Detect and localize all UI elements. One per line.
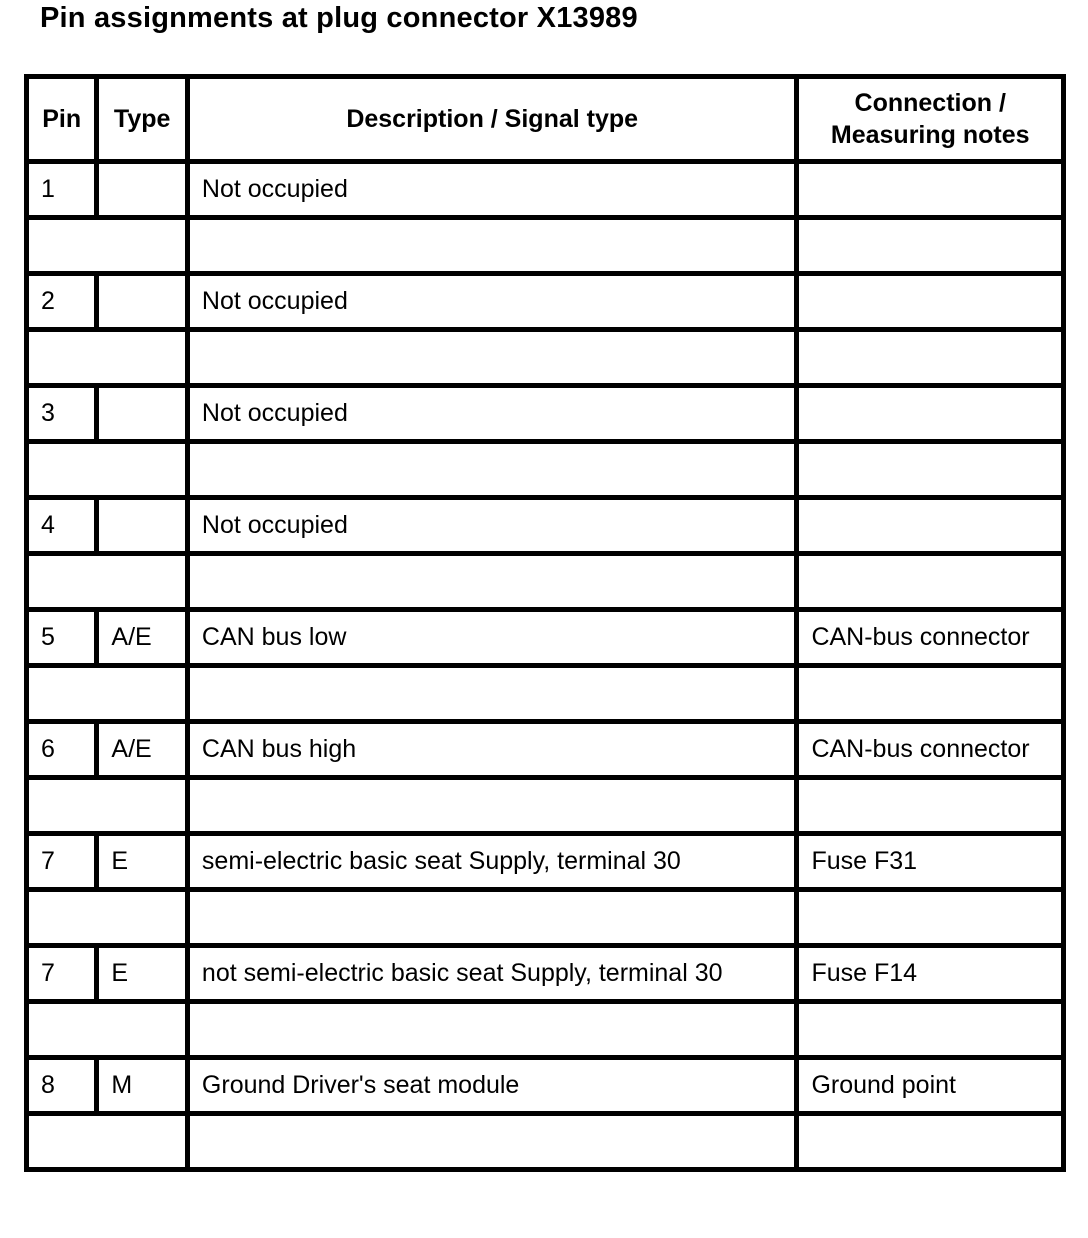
cell-connection: Ground point (797, 1058, 1064, 1114)
cell-type: E (97, 946, 188, 1002)
spacer-cell-description (187, 778, 797, 834)
cell-type (97, 274, 188, 330)
spacer-row (27, 554, 1064, 610)
cell-pin: 4 (27, 498, 97, 554)
spacer-cell-description (187, 1002, 797, 1058)
header-pin: Pin (27, 77, 97, 162)
cell-connection (797, 498, 1064, 554)
table-header-row (27, 77, 1064, 162)
cell-type: E (97, 834, 188, 890)
spacer-cell-description (187, 218, 797, 274)
spacer-cell-pin-type (27, 1114, 188, 1170)
spacer-cell-connection (797, 778, 1064, 834)
spacer-row (27, 218, 1064, 274)
cell-description: Not occupied (187, 498, 797, 554)
table-row (27, 1058, 1064, 1114)
spacer-cell-pin-type (27, 442, 188, 498)
spacer-cell-connection (797, 666, 1064, 722)
header-connection-line1: Connection / (854, 89, 1006, 117)
cell-pin: 3 (27, 386, 97, 442)
cell-connection (797, 274, 1064, 330)
cell-pin: 7 (27, 946, 97, 1002)
spacer-cell-description (187, 442, 797, 498)
spacer-row (27, 890, 1064, 946)
page-title: Pin assignments at plug connector X13989 (40, 2, 638, 34)
table-row (27, 498, 1064, 554)
cell-type (97, 162, 188, 218)
cell-connection (797, 162, 1064, 218)
spacer-row (27, 666, 1064, 722)
spacer-cell-pin-type (27, 778, 188, 834)
cell-type (97, 386, 188, 442)
spacer-cell-connection (797, 218, 1064, 274)
cell-pin: 8 (27, 1058, 97, 1114)
table-row (27, 274, 1064, 330)
header-description: Description / Signal type (187, 77, 797, 162)
pin-assignment-table (24, 74, 1066, 1172)
header-connection-line2: Measuring notes (830, 121, 1030, 149)
cell-type: A/E (97, 610, 188, 666)
cell-type (97, 498, 188, 554)
cell-connection: CAN-bus connector (797, 722, 1064, 778)
cell-connection (797, 386, 1064, 442)
table-row (27, 722, 1064, 778)
table-row (27, 834, 1064, 890)
spacer-cell-connection (797, 330, 1064, 386)
cell-description: semi-electric basic seat Supply, terminal 30 (187, 834, 797, 890)
cell-connection: Fuse F31 (797, 834, 1064, 890)
spacer-row (27, 1002, 1064, 1058)
spacer-cell-pin-type (27, 890, 188, 946)
cell-description: Not occupied (187, 162, 797, 218)
spacer-row (27, 778, 1064, 834)
cell-connection: CAN-bus connector (797, 610, 1064, 666)
cell-description: not semi-electric basic seat Supply, terminal 30 (187, 946, 797, 1002)
spacer-cell-pin-type (27, 666, 188, 722)
cell-description: Not occupied (187, 386, 797, 442)
table-row (27, 946, 1064, 1002)
spacer-row (27, 330, 1064, 386)
cell-description: CAN bus low (187, 610, 797, 666)
cell-pin: 7 (27, 834, 97, 890)
spacer-cell-connection (797, 442, 1064, 498)
header-connection (797, 77, 1064, 162)
cell-pin: 6 (27, 722, 97, 778)
header-type: Type (97, 77, 188, 162)
spacer-cell-pin-type (27, 554, 188, 610)
spacer-cell-description (187, 666, 797, 722)
spacer-cell-description (187, 1114, 797, 1170)
spacer-cell-description (187, 554, 797, 610)
cell-connection: Fuse F14 (797, 946, 1064, 1002)
spacer-cell-connection (797, 554, 1064, 610)
spacer-cell-connection (797, 1002, 1064, 1058)
spacer-cell-description (187, 330, 797, 386)
spacer-cell-connection (797, 890, 1064, 946)
table-row (27, 610, 1064, 666)
cell-pin: 1 (27, 162, 97, 218)
spacer-cell-connection (797, 1114, 1064, 1170)
table-row (27, 386, 1064, 442)
spacer-cell-description (187, 890, 797, 946)
spacer-cell-pin-type (27, 218, 188, 274)
cell-description: CAN bus high (187, 722, 797, 778)
spacer-row (27, 1114, 1064, 1170)
cell-description: Ground Driver's seat module (187, 1058, 797, 1114)
cell-type: A/E (97, 722, 188, 778)
cell-pin: 5 (27, 610, 97, 666)
cell-description: Not occupied (187, 274, 797, 330)
table-row (27, 162, 1064, 218)
spacer-row (27, 442, 1064, 498)
spacer-cell-pin-type (27, 1002, 188, 1058)
cell-pin: 2 (27, 274, 97, 330)
cell-type: M (97, 1058, 188, 1114)
table-body (27, 162, 1064, 1170)
spacer-cell-pin-type (27, 330, 188, 386)
